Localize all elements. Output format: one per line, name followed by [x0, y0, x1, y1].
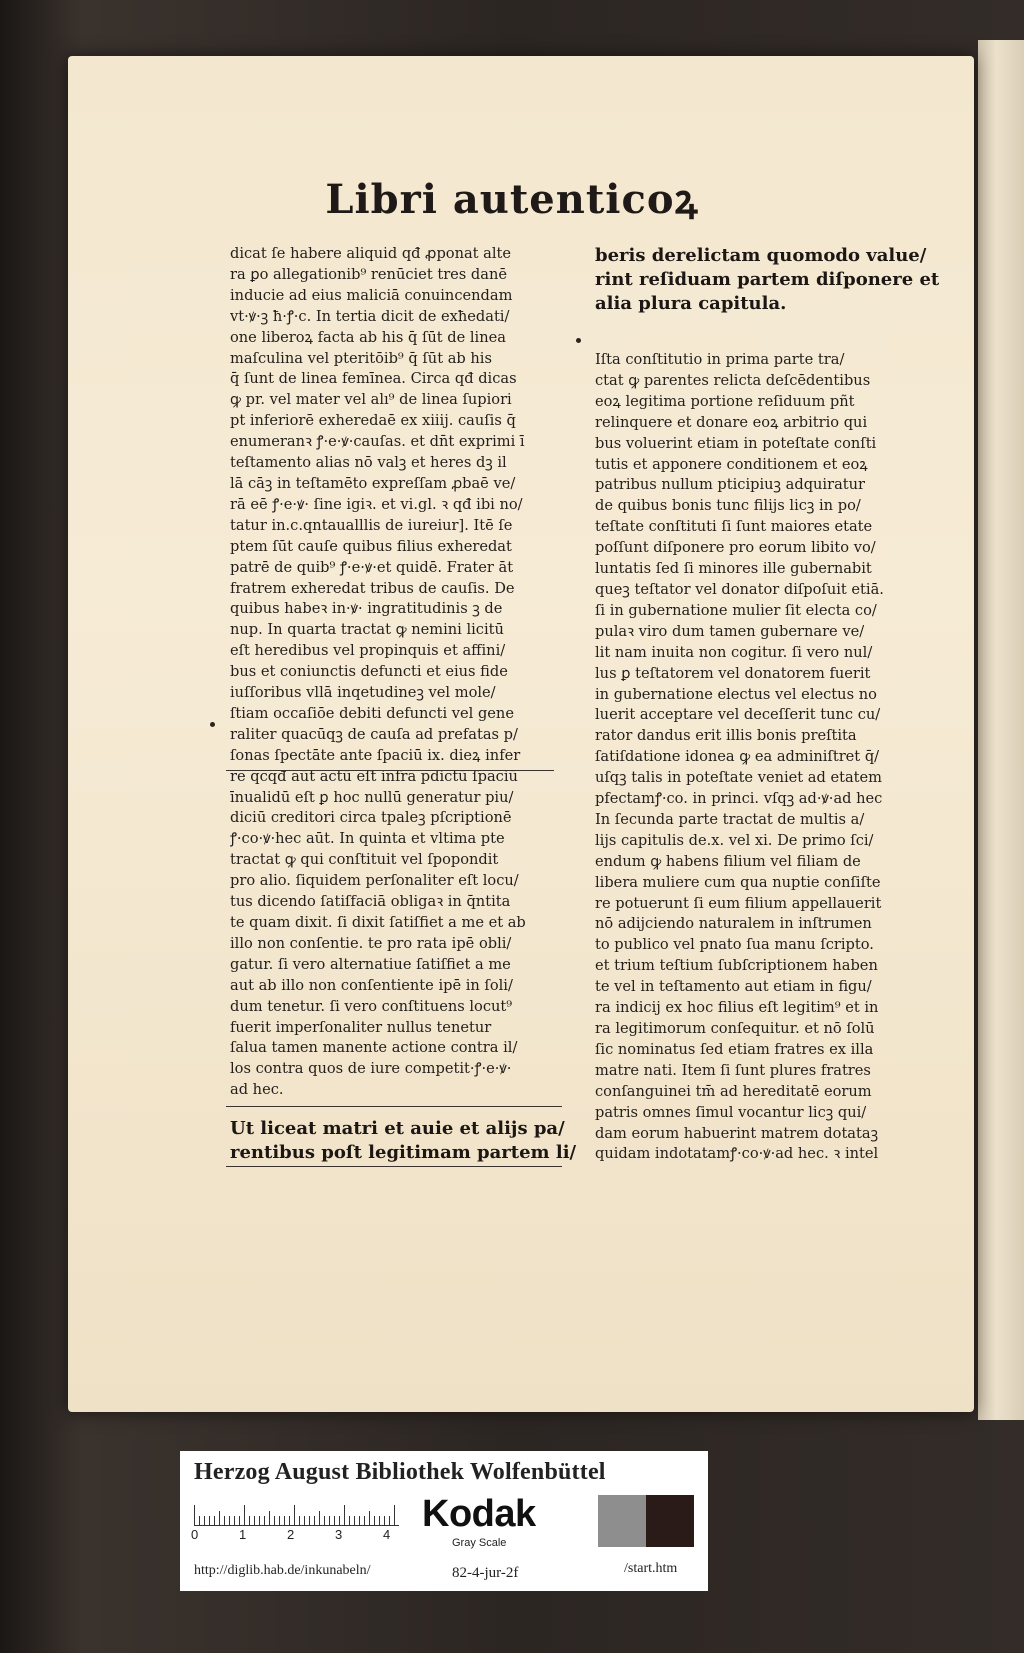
text-line: bus et coniunctis defuncti et eius fide — [230, 663, 508, 681]
ruler-tick — [204, 1516, 205, 1525]
library-title: Herzog August Bibliothek Wolfenbüttel — [194, 1459, 606, 1485]
text-line: vt·ꝟ·ꝫ ħ·ꝭ·c. In tertia dicit de exħedati/ — [230, 307, 510, 325]
ruler-tick — [299, 1516, 300, 1525]
text-line: one liberoꝝ facta ab his q̄ ſūt de linea — [230, 328, 506, 346]
text-line: ſi in gubernatione mulier ſit electa co/ — [595, 601, 877, 619]
ruler-tick — [314, 1516, 315, 1525]
text-line: In ſecunda parte tractat de multis a/ — [595, 810, 865, 828]
text-line: nup. In quarta tractat ꝙ nemini licitū — [230, 621, 504, 639]
ruler-tick — [344, 1505, 345, 1525]
ruler-tick — [274, 1516, 275, 1525]
ruler-numbers — [191, 1527, 414, 1545]
text-line: luerit acceptare vel deceſſerit tunc cu/ — [595, 706, 881, 724]
text-line: bus voluerint etiam in poteſtate conſti — [595, 434, 877, 452]
text-line: illo non conſentie. te pro rata ipē obli/ — [230, 934, 512, 952]
margin-mark — [576, 338, 581, 343]
kodak-logo: Kodak — [422, 1493, 536, 1535]
rubric-line: Ut liceat matri et auie et alijs pa/ — [230, 1118, 565, 1140]
ruler-tick — [254, 1516, 255, 1525]
ruler-tick — [364, 1516, 365, 1525]
text-line: lus ꝑ teſtatorem vel donatorem fuerit — [595, 664, 871, 682]
text-line: iuſſoribus vllā inqetudineꝫ vel mole/ — [230, 684, 496, 702]
text-line: ꝙ pr. vel mater vel alı⁹ de linea ſupiori — [230, 391, 512, 409]
start-link[interactable]: /start.htm — [624, 1561, 678, 1576]
ruler-number: 1 — [239, 1527, 247, 1542]
ruler-tick — [239, 1516, 240, 1525]
rubric-line: rint reſiduam partem diſponere et — [595, 269, 940, 290]
ruler-tick — [329, 1516, 330, 1525]
text-line: q̄ ſunt de linea femīnea. Circa qđ dicas — [230, 370, 517, 388]
text-line: quibus habeꝛ in·ꝟ· ingratitudinis ꝫ de — [230, 600, 503, 618]
ruler-tick — [229, 1516, 230, 1525]
shelfmark: 82-4-jur-2f — [452, 1565, 519, 1581]
right-column-text — [595, 350, 930, 1165]
text-line: eoꝝ legitima portione reſiduum pñt — [595, 392, 855, 410]
ruler-number: 2 — [287, 1527, 295, 1542]
ruler-tick — [384, 1516, 385, 1525]
running-head: Libri autenticoꝝ — [325, 176, 699, 223]
text-line: te quam dixit. ſi dixit ſatiſfiet a me et ab — [230, 914, 526, 931]
ruler-tick — [194, 1505, 195, 1525]
text-line: endum ꝙ habens filium vel filiam de — [595, 852, 861, 870]
ruler-number: 0 — [191, 1527, 199, 1542]
text-line: ſtiam occaſiōe debiti defuncti vel gene — [230, 704, 514, 722]
ruler-tick — [334, 1516, 335, 1525]
rubric-line: alia plura capitula. — [595, 293, 787, 314]
ruler-tick — [309, 1516, 310, 1525]
text-line: uſqꝫ talis in poteſtate veniet ad etatem — [595, 769, 883, 787]
rubric-line: rentibus poſt legitimam partem li/ — [230, 1142, 577, 1164]
text-line: pro alio. ſiquidem perſonaliter eſt locu/ — [230, 872, 519, 890]
right-column-rubric — [595, 244, 940, 316]
text-line: quidam indotatamꝭ·co·ꝟ·ad hec. ꝛ intel — [595, 1145, 879, 1163]
text-line: raliter quacūqꝫ de cauſa ad prefatas p/ — [230, 725, 518, 743]
text-line: teſtamento alias nō valꝫ et heres dꝫ il — [230, 454, 507, 472]
ruler-tick — [259, 1516, 260, 1525]
ruler-tick — [324, 1516, 325, 1525]
gray-scale-label: Gray Scale — [452, 1537, 507, 1549]
text-line: enumeranꝛ ꝭ·e·ꝟ·cauſas. et dn̄t exprimi ī — [230, 433, 525, 451]
ruler-tick — [219, 1511, 220, 1525]
text-line: matre nati. Item ſi ſunt plures fratres — [595, 1061, 871, 1079]
text-line: re potuerunt ſi eum filium appellauerit — [595, 894, 882, 912]
ruler-tick — [339, 1516, 340, 1525]
text-line: ꝭ·co·ꝟ·hec aūt. In quinta et vltima pte — [230, 830, 505, 848]
underline-rule — [226, 770, 554, 771]
rubric-rule — [226, 1106, 562, 1107]
text-line: ra legitimorum conſequitur. et nō ſolū — [595, 1020, 875, 1037]
ruler-tick — [214, 1516, 215, 1525]
text-line: in gubernatione electus vel electus no — [595, 685, 877, 703]
text-line: lā cāꝫ in teſtamēto expreſſam ꝓbaē ve/ — [230, 474, 516, 492]
ruler-tick — [289, 1516, 290, 1525]
text-line: diciū creditori circa tpaleꝫ pſcriptionē — [230, 809, 512, 827]
ruler-number: 4 — [383, 1527, 391, 1542]
text-line: tus dicendo ſatiſfaciā obligaꝛ in q̄ntita — [230, 893, 511, 911]
ruler-tick — [284, 1516, 285, 1525]
text-line: ſonas ſpectāte ante ſpaciū ix. dieꝝ infer — [230, 746, 521, 764]
ruler-tick — [279, 1516, 280, 1525]
text-line: to publico vel pnato ſua manu ſcripto. — [595, 936, 874, 954]
text-line: te vel in teſtamento aut etiam in figu/ — [595, 978, 872, 996]
text-line: maſculina vel pteritōib⁹ q̄ ſūt ab his — [230, 349, 492, 367]
ruler-tick — [359, 1516, 360, 1525]
dark-swatch — [646, 1495, 694, 1547]
ruler-tick — [264, 1516, 265, 1525]
text-line: ſatiſdatione idonea ꝙ ea adminiſtret q̄/ — [595, 748, 880, 766]
text-line: fratrem exheredat tribus de cauſis. De — [230, 579, 515, 597]
color-target-card — [180, 1451, 708, 1591]
text-line: conſanguinei tm̄ ad hereditatē eorum — [595, 1082, 872, 1100]
text-line: lijs capitulis de.x. vel xi. De primo ſci/ — [595, 831, 874, 849]
text-line: de quibus bonis tunc filijs licꝫ in po/ — [595, 497, 861, 515]
text-line: inducie ad eius maliciā conuincendam — [230, 286, 513, 304]
left-column — [230, 244, 580, 1165]
scale-ruler — [194, 1503, 399, 1526]
text-line: ſic nominatus ſed etiam fratres ex illa — [595, 1040, 874, 1058]
text-line: libera muliere cum qua nuptie conſiſte — [595, 873, 881, 891]
text-line: pt inferiorē exheredaē ex xiiij. cauſis q̄ — [230, 412, 516, 430]
ruler-tick — [269, 1511, 270, 1525]
ruler-tick — [209, 1516, 210, 1525]
text-line: teſtate conſtituti ſi ſunt maiores etate — [595, 518, 873, 536]
right-column — [595, 244, 940, 1165]
ruler-tick — [394, 1505, 395, 1525]
text-line: tractat ꝙ qui conſtituit vel ſpopondit — [230, 851, 499, 869]
text-line: ra ꝑo allegationib⁹ renūciet tres danē — [230, 265, 508, 283]
ruler-tick — [199, 1516, 200, 1525]
rubric-rule-bottom — [226, 1166, 562, 1167]
text-line: Iſta conſtitutio in prima parte tra/ — [595, 351, 845, 368]
text-line: luntatis ſed ſi minores ille gubernabit — [595, 560, 872, 578]
text-line: ra indicij ex hoc filius eſt legitim⁹ et in — [595, 999, 879, 1017]
ruler-tick — [369, 1511, 370, 1525]
facing-page-edge — [978, 40, 1024, 1420]
ruler-tick — [349, 1516, 350, 1525]
text-line: patrē de quib⁹ ꝭ·e·ꝟ·et quidē. Frater āt — [230, 558, 514, 576]
text-line: lit nam inuita non cogitur. ſi vero nul/ — [595, 643, 873, 661]
margin-mark — [210, 722, 215, 727]
ruler-tick — [374, 1516, 375, 1525]
text-line: los contra quos de iure competit·ꝭ·e·ꝟ· — [230, 1060, 512, 1078]
text-line: tatur in.c.qntaualllis de iureiur]. Itē ſe — [230, 516, 513, 534]
ruler-tick — [249, 1516, 250, 1525]
text-line: pfectamꝭ·co. in princi. vſqꝫ ad·ꝟ·ad hec — [595, 790, 883, 808]
text-line: ad hec. — [230, 1081, 284, 1099]
text-line: dam eorum habuerint matrem dotataꝫ — [595, 1124, 879, 1142]
left-column-text — [230, 244, 580, 1101]
ruler-tick — [304, 1516, 305, 1525]
text-line: patribus nullum pticipiuꝫ adquiratur — [595, 476, 866, 494]
library-url[interactable]: http://diglib.hab.de/inkunabeln/ — [194, 1563, 371, 1578]
text-line: ptem ſūt cauſe quibus filius exheredat — [230, 537, 512, 555]
column-gap — [595, 316, 930, 350]
text-line: poſſunt diſponere pro eorum libito vo/ — [595, 539, 876, 557]
rubric-line: beris derelictam quomodo value/ — [595, 245, 927, 266]
text-line: re qcqđ aūt actū eſt infra pdictū ſpaciū — [230, 767, 518, 785]
ruler-tick — [379, 1516, 380, 1525]
text-line: aut ab illo non conſentiente ipē in ſoli/ — [230, 976, 513, 994]
text-line: rā eē ꝭ·e·ꝟ· ſine igiꝛ. et vi.gl. ꝛ qđ ibi no/ — [230, 495, 523, 513]
ruler-tick — [244, 1505, 245, 1525]
text-line: tutis et apponere conditionem et eoꝝ — [595, 455, 868, 473]
ruler-tick — [389, 1516, 390, 1525]
gray-swatch — [598, 1495, 646, 1547]
text-line: relinquere et donare eoꝝ arbitrio qui — [595, 413, 868, 431]
ruler-tick — [354, 1516, 355, 1525]
text-line: dicat ſe habere aliquid qđ ꝓponat alte — [230, 245, 512, 262]
ruler-number: 3 — [335, 1527, 343, 1542]
text-line: dum tenetur. ſi vero conſtituens locut⁹ — [230, 997, 513, 1015]
ruler-tick — [319, 1511, 320, 1525]
text-line: fuerit imperſonaliter nullus tenetur — [230, 1018, 492, 1036]
text-line: pulaꝛ viro dum tamen gubernare ve/ — [595, 622, 865, 640]
text-line: queꝫ teſtator vel donator diſpoſuit etiā. — [595, 580, 884, 598]
left-column-rubric — [230, 1117, 580, 1165]
ruler-tick — [234, 1516, 235, 1525]
text-line: ctat ꝙ parentes relicta deſcēdentibus — [595, 371, 871, 389]
text-line: īnualidū eſt ꝑ hoc nullū generatur piu/ — [230, 788, 514, 806]
text-line: patris omnes ſimul vocantur licꝫ qui/ — [595, 1103, 867, 1121]
ruler-tick — [224, 1516, 225, 1525]
text-line: nō adijciendo naturalem in inſtrumen — [595, 915, 872, 933]
ruler-tick — [294, 1505, 295, 1525]
text-line: gatur. ſi vero alternatiue ſatiſfiet a me — [230, 955, 511, 973]
text-line: ſalua tamen manente actione contra il/ — [230, 1039, 518, 1057]
text-line: et trium teſtium ſubſcriptionem haben — [595, 957, 878, 975]
text-line: rator dandus erit illis bonis preſtita — [595, 727, 857, 745]
text-line: eſt heredibus vel propinquis et affini/ — [230, 642, 506, 660]
